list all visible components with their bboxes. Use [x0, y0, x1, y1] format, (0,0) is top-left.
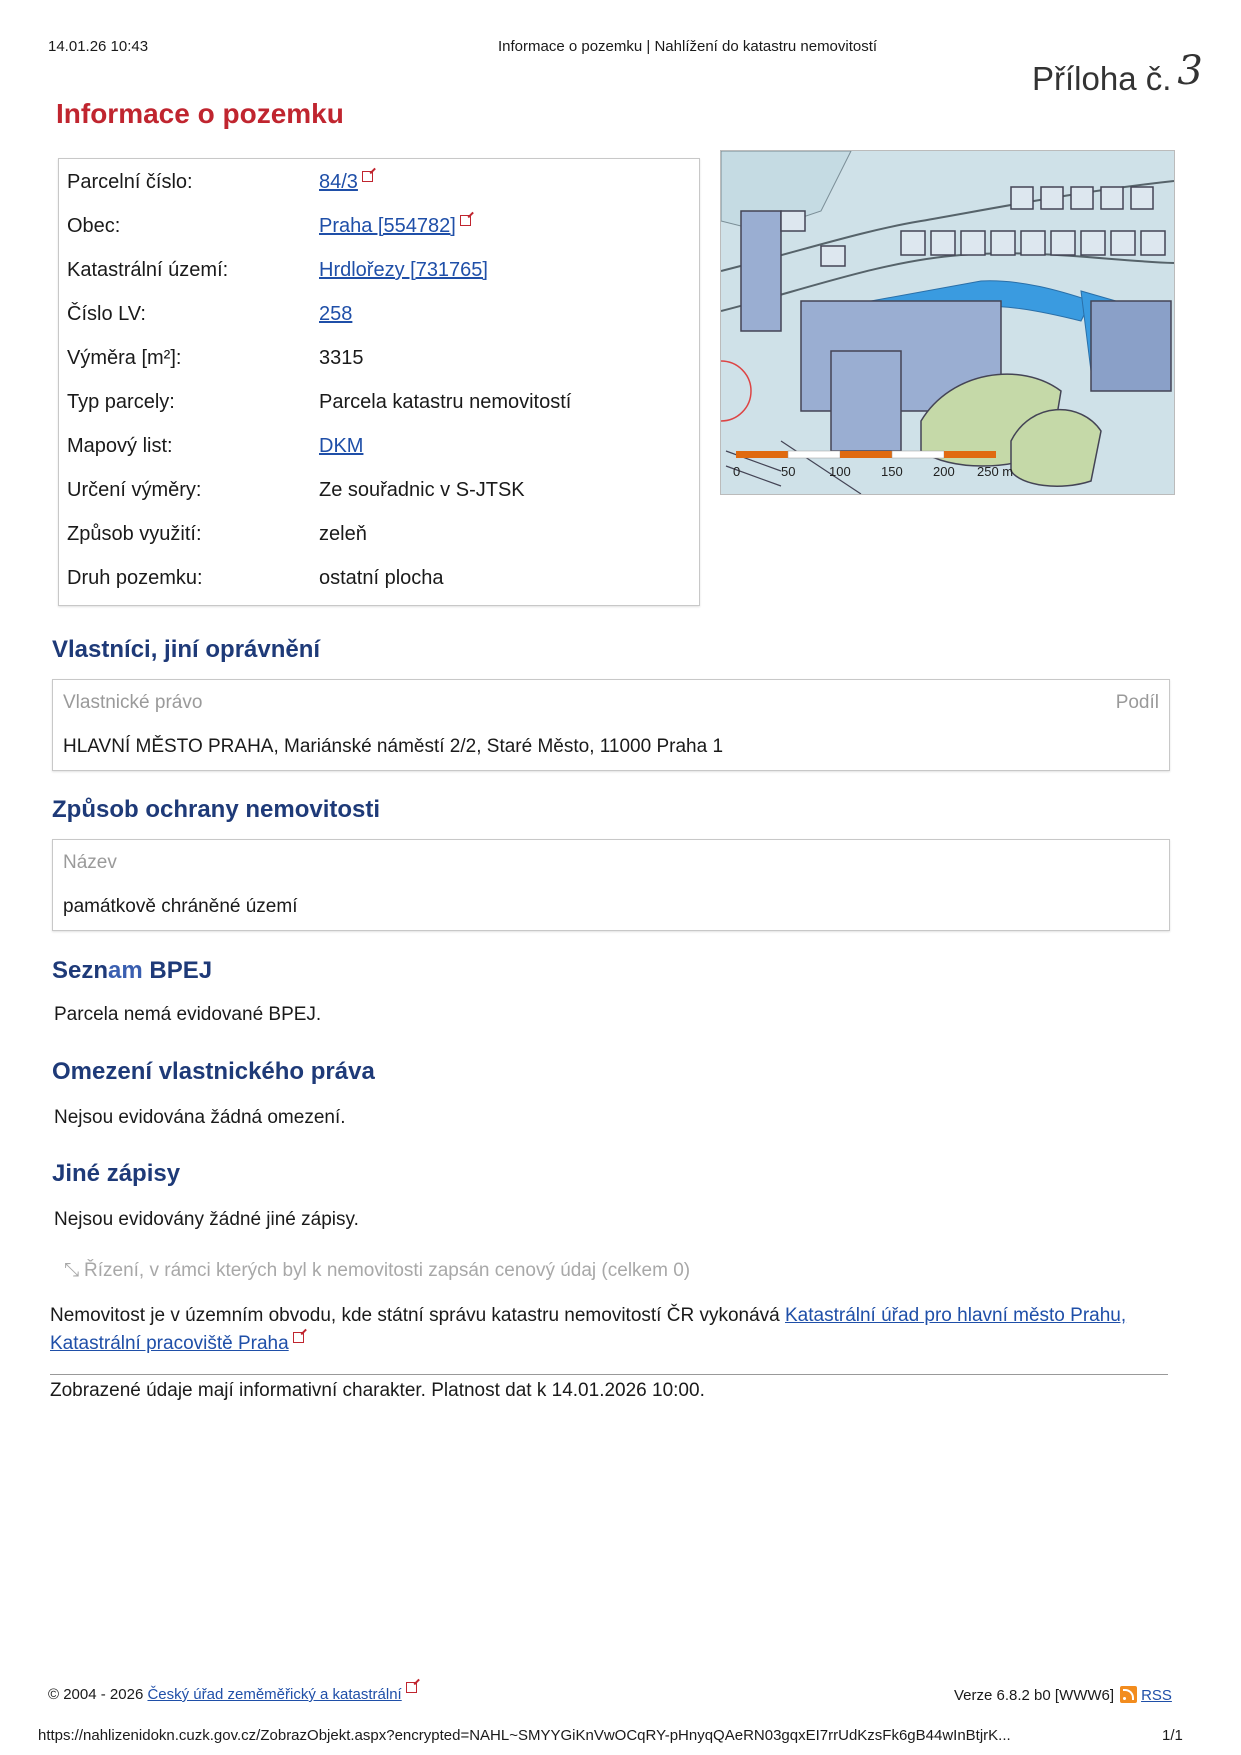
bpej-text: Parcela nemá evidované BPEJ. [54, 1004, 322, 1025]
info-row-usage [59, 523, 699, 563]
info-row-area [59, 347, 699, 387]
parcel-number-link[interactable]: 84/3 [319, 171, 358, 193]
info-row-parcel-number [59, 171, 699, 211]
info-value: 3315 [319, 347, 364, 369]
lv-number-link[interactable]: 258 [319, 303, 353, 325]
version-info [954, 1686, 1172, 1704]
scale-label: 200 [933, 464, 955, 479]
owners-table [52, 679, 1170, 771]
rss-icon[interactable] [1120, 1686, 1137, 1703]
print-page-title: Informace o pozemku | Nahlížení do katastru nemovitostí [498, 38, 878, 55]
info-label: Výměra [m²]: [67, 347, 182, 369]
protection-row: památkově chráněné území [63, 896, 298, 917]
scale-label: 150 [881, 464, 903, 479]
info-row-municipality [59, 215, 699, 255]
other-records-heading: Jiné zápisy [52, 1160, 181, 1187]
info-row-area-determination [59, 479, 699, 519]
protection-table [52, 839, 1170, 931]
protection-heading: Způsob ochrany nemovitosti [52, 796, 381, 823]
annotation-number: 3 [1177, 48, 1203, 94]
scale-label: 100 [829, 464, 851, 479]
external-link-icon[interactable] [406, 1682, 417, 1693]
proceedings-toggle[interactable] [64, 1260, 690, 1282]
handwritten-annotation [1032, 48, 1203, 100]
info-label: Obec: [67, 215, 121, 237]
cadastral-office-link[interactable]: Katastrální úřad pro hlavní město Prahu, Katastrální pracoviště Praha [50, 1305, 1127, 1354]
map-drawing [721, 151, 1174, 494]
rss-link[interactable]: RSS [1141, 1687, 1172, 1704]
owner-row: HLAVNÍ MĚSTO PRAHA, Mariánské náměstí 2/2, Staré Město, 11000 Praha 1 [63, 736, 724, 757]
bpej-heading-part: am [108, 957, 143, 984]
info-label: Druh pozemku: [67, 567, 203, 589]
info-value: Ze souřadnic v S-JTSK [319, 479, 525, 501]
info-label: Mapový list: [67, 435, 173, 457]
page-number: 1/1 [1162, 1727, 1183, 1744]
cadastral-area-link[interactable]: Hrdlořezy [731765] [319, 259, 488, 281]
info-value: ostatní plocha [319, 567, 444, 589]
external-link-icon[interactable] [293, 1332, 304, 1343]
municipality-link[interactable]: Praha [554782] [319, 215, 456, 237]
print-url: https://nahlizenidokn.cuzk.gov.cz/ZobrazObjekt.aspx?encrypted=NAHL~SMYYGiKnVwOCqRY-pHnyqQAeRN03gqxEI7rrUdKzsFk6gB44wInBtjrK... [38, 1727, 1011, 1744]
external-link-icon[interactable] [460, 215, 471, 226]
bpej-heading-part: Sezn [52, 957, 109, 984]
expand-icon: ⤡ [64, 1260, 80, 1281]
info-value: Parcela katastru nemovitostí [319, 391, 572, 413]
print-datetime: 14.01.26 10:43 [48, 38, 149, 55]
info-label: Určení výměry: [67, 479, 202, 501]
scale-label: 250 m [977, 464, 1014, 479]
info-row-land-type [59, 567, 699, 607]
copyright [48, 1686, 417, 1703]
other-records-text: Nejsou evidovány žádné jiné zápisy. [54, 1209, 359, 1230]
info-label: Číslo LV: [67, 303, 146, 325]
copyright-text: © 2004 - 2026 [48, 1686, 148, 1703]
info-label: Typ parcely: [67, 391, 175, 413]
cuzk-link[interactable]: Český úřad zeměměřický a katastrální [147, 1686, 402, 1703]
annotation-label: Příloha č. [1032, 60, 1172, 97]
cadastral-map[interactable] [720, 150, 1175, 495]
parcel-info-table [58, 158, 700, 606]
external-link-icon[interactable] [362, 171, 373, 182]
divider [50, 1374, 1168, 1375]
ownership-right-header: Vlastnické právo [63, 692, 203, 713]
info-row-lv-number [59, 303, 699, 343]
version-text: Verze 6.8.2 b0 [WWW6] [954, 1687, 1115, 1704]
owners-heading: Vlastníci, jiní oprávnění [52, 636, 321, 663]
info-row-cadastral-area [59, 259, 699, 299]
share-header: Podíl [1115, 692, 1159, 713]
info-row-parcel-type [59, 391, 699, 431]
bpej-heading-part: BPEJ [142, 957, 213, 984]
scale-label: 0 [733, 464, 741, 479]
office-note [50, 1302, 1130, 1358]
info-label: Katastrální území: [67, 259, 229, 281]
scale-label: 50 [781, 464, 796, 479]
bpej-heading [52, 957, 212, 985]
page-title: Informace o pozemku [56, 98, 344, 129]
restrictions-text: Nejsou evidována žádná omezení. [54, 1107, 346, 1128]
info-label: Parcelní číslo: [67, 171, 193, 193]
map-sheet-link[interactable]: DKM [319, 435, 364, 457]
name-header: Název [63, 852, 117, 873]
validity-note: Zobrazené údaje mají informativní charakter. Platnost dat k 14.01.2026 10:00. [50, 1380, 705, 1401]
info-label: Způsob využití: [67, 523, 202, 545]
restrictions-heading: Omezení vlastnického práva [52, 1058, 375, 1085]
office-note-text: Nemovitost je v územním obvodu, kde státní správu katastru nemovitostí ČR vykonává [50, 1305, 785, 1326]
info-row-map-sheet [59, 435, 699, 475]
proceedings-toggle-label: Řízení, v rámci kterých byl k nemovitosti zapsán cenový údaj (celkem 0) [84, 1260, 691, 1281]
info-value: zeleň [319, 523, 367, 545]
